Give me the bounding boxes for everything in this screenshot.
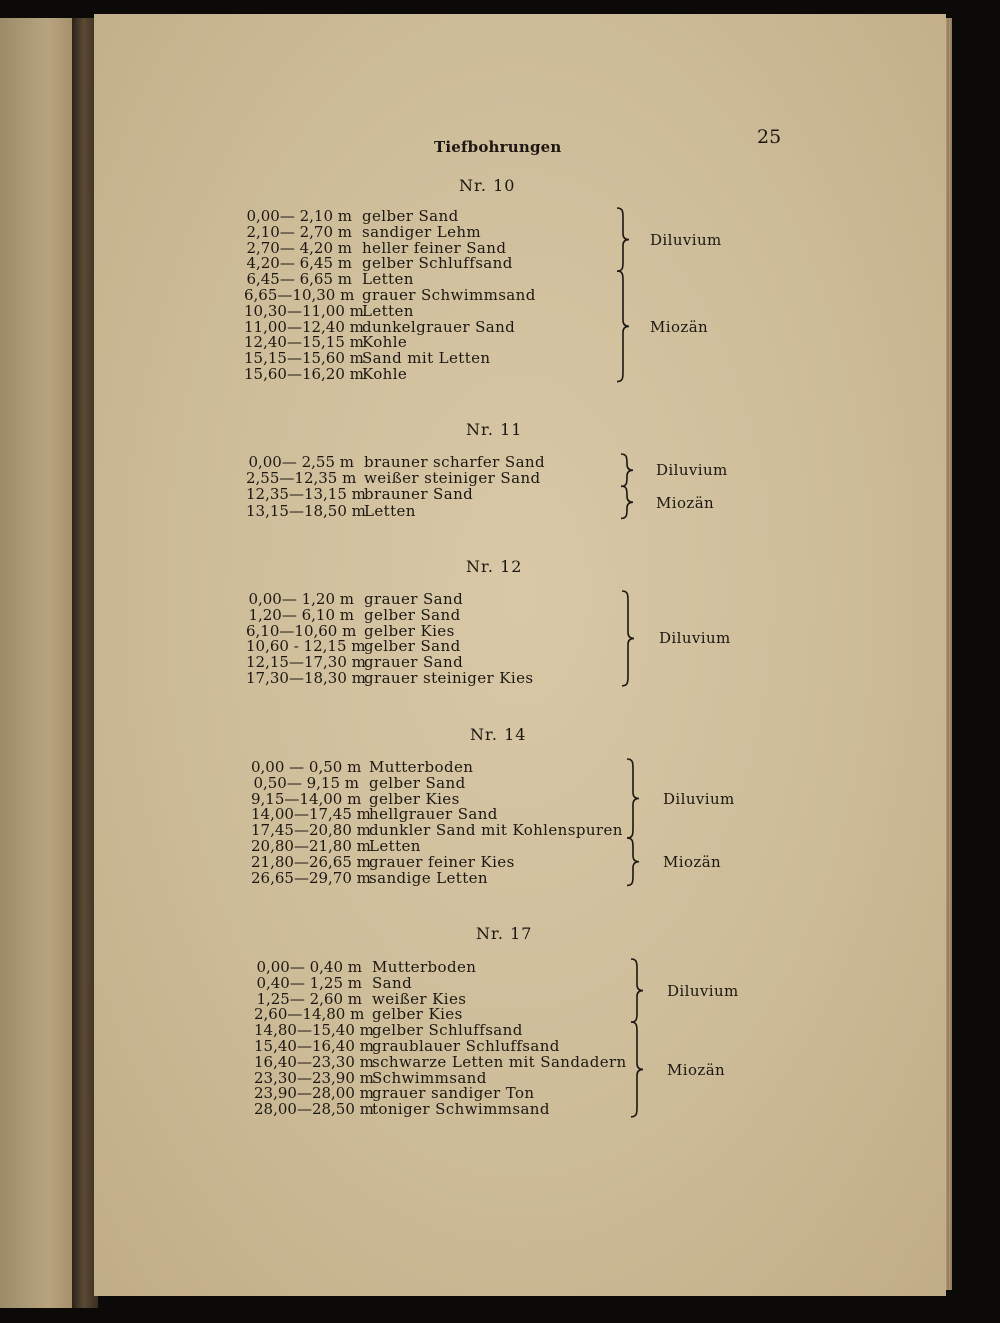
material-description: Schwimmsand bbox=[372, 1068, 487, 1087]
depth-range: 0,00— 2,55 m bbox=[248, 453, 354, 471]
depth-range: 23,30—23,90 m bbox=[254, 1068, 374, 1087]
depth-range: 0,50— 9,15 m bbox=[253, 773, 359, 792]
brace-mark bbox=[627, 838, 641, 885]
geologic-era-label: Miozän bbox=[656, 493, 715, 512]
depth-range: 16,40—23,30 m bbox=[254, 1052, 374, 1071]
depth-range: 11,00—12,40 m bbox=[244, 317, 364, 336]
brace-mark bbox=[631, 1022, 645, 1117]
depth-range: 10,30—11,00 m bbox=[244, 301, 364, 320]
depth-range: 20,80—21,80 m bbox=[251, 837, 371, 855]
depth-range: 12,15—17,30 m bbox=[246, 653, 366, 672]
geologic-era-label: Diluvium bbox=[663, 789, 735, 808]
geologic-era-label: Diluvium bbox=[656, 461, 728, 480]
section-title: Nr. 12 bbox=[466, 557, 523, 576]
depth-range: 1,25— 2,60 m bbox=[256, 989, 362, 1008]
material-description: hellgrauer Sand bbox=[369, 805, 498, 824]
section-title: Nr. 17 bbox=[476, 924, 533, 943]
material-description: gelber Kies bbox=[372, 1005, 463, 1024]
geologic-era-label: Miozän bbox=[663, 852, 722, 871]
depth-range: 6,65—10,30 m bbox=[244, 286, 355, 304]
geologic-era-label: Miozän bbox=[650, 317, 709, 336]
depth-range: 15,40—16,40 m bbox=[254, 1037, 374, 1055]
material-description: Sand bbox=[372, 973, 413, 992]
material-description: toniger Schwimmsand bbox=[372, 1100, 550, 1119]
brace-mark bbox=[617, 271, 631, 382]
section-title: Nr. 10 bbox=[459, 176, 516, 195]
material-description: Kohle bbox=[362, 333, 408, 352]
depth-range: 14,00—17,45 m bbox=[251, 805, 371, 824]
page-number: 25 bbox=[757, 126, 782, 148]
material-description: sandige Letten bbox=[369, 868, 488, 887]
geologic-era-label: Diluvium bbox=[667, 981, 739, 1000]
brace-mark bbox=[621, 486, 635, 518]
material-description: Mutterboden bbox=[372, 958, 477, 976]
material-description: Sand mit Letten bbox=[362, 349, 491, 368]
material-description: Letten bbox=[364, 501, 416, 520]
book-page bbox=[94, 14, 946, 1296]
material-description: dunkelgrauer Sand bbox=[362, 317, 516, 336]
depth-range: 23,90—28,00 m bbox=[254, 1084, 374, 1103]
depth-range: 0,00— 1,20 m bbox=[248, 590, 354, 608]
depth-range: 6,10—10,60 m bbox=[246, 621, 357, 640]
depth-range: 21,80—26,65 m bbox=[251, 852, 371, 871]
depth-range: 10,60 - 12,15 m bbox=[246, 637, 366, 656]
depth-range: 1,20— 6,10 m bbox=[248, 605, 354, 624]
depth-range: 28,00—28,50 m bbox=[254, 1100, 374, 1119]
depth-range: 15,60—16,20 m bbox=[244, 365, 364, 383]
material-description: Letten bbox=[369, 837, 421, 855]
material-description: weißer steiniger Sand bbox=[364, 469, 541, 488]
material-description: gelber Kies bbox=[369, 789, 460, 808]
material-description: Mutterboden bbox=[369, 758, 474, 776]
brace-mark bbox=[621, 454, 635, 486]
depth-range: 2,60—14,80 m bbox=[254, 1005, 365, 1024]
material-description: Letten bbox=[362, 301, 414, 320]
depth-range: 2,10— 2,70 m bbox=[246, 222, 352, 241]
material-description: schwarze Letten mit Sandadern bbox=[372, 1052, 627, 1071]
depth-range: 14,80—15,40 m bbox=[254, 1021, 374, 1040]
depth-range: 2,55—12,35 m bbox=[246, 469, 357, 488]
depth-range: 26,65—29,70 m bbox=[251, 868, 371, 887]
geologic-era-label: Diluvium bbox=[659, 629, 731, 648]
brace-mark bbox=[622, 591, 636, 686]
geologic-era-label: Miozän bbox=[667, 1060, 726, 1079]
depth-range: 6,45— 6,65 m bbox=[246, 270, 352, 289]
depth-range: 17,45—20,80 m bbox=[251, 821, 371, 840]
brace-mark bbox=[617, 208, 631, 271]
material-description: sandiger Lehm bbox=[362, 222, 482, 241]
depth-range: 0,40— 1,25 m bbox=[256, 973, 362, 992]
material-description: weißer Kies bbox=[372, 989, 467, 1008]
material-description: grauer steiniger Kies bbox=[364, 669, 534, 687]
depth-range: 15,15—15,60 m bbox=[244, 349, 364, 368]
depth-range: 17,30—18,30 m bbox=[246, 669, 366, 687]
section-title: Nr. 11 bbox=[466, 420, 523, 439]
depth-range: 9,15—14,00 m bbox=[251, 789, 362, 808]
section-title: Nr. 14 bbox=[470, 725, 527, 744]
material-description: Kohle bbox=[362, 365, 408, 383]
depth-range: 12,40—15,15 m bbox=[244, 333, 364, 352]
material-description: gelber Kies bbox=[364, 621, 455, 640]
material-description: gelber Sand bbox=[362, 207, 459, 225]
depth-range: 0,00— 0,40 m bbox=[256, 958, 362, 976]
material-description: gelber Sand bbox=[364, 605, 461, 624]
material-description: gelber Schluffsand bbox=[372, 1021, 523, 1040]
material-description: grauer sandiger Ton bbox=[372, 1084, 535, 1103]
depth-range: 0,00— 2,10 m bbox=[246, 207, 352, 225]
material-description: gelber Sand bbox=[369, 773, 466, 792]
material-description: dunkler Sand mit Kohlenspuren bbox=[369, 821, 623, 840]
depth-range: 13,15—18,50 m bbox=[246, 501, 366, 520]
material-description: grauer feiner Kies bbox=[369, 852, 515, 871]
material-description: Letten bbox=[362, 270, 414, 289]
depth-range: 2,70— 4,20 m bbox=[246, 238, 352, 257]
running-head: Tiefbohrungen bbox=[434, 138, 562, 156]
depth-range: 12,35—13,15 m bbox=[246, 485, 366, 504]
material-description: grauer Schwimmsand bbox=[362, 286, 536, 304]
material-description: heller feiner Sand bbox=[362, 238, 507, 257]
facing-page-edge bbox=[0, 18, 80, 1308]
brace-mark bbox=[627, 759, 641, 838]
material-description: brauner scharfer Sand bbox=[364, 453, 545, 471]
material-description: grauer Sand bbox=[364, 653, 464, 672]
material-description: graublauer Schluffsand bbox=[372, 1037, 560, 1055]
depth-range: 0,00 — 0,50 m bbox=[251, 758, 362, 776]
material-description: grauer Sand bbox=[364, 590, 464, 608]
material-description: brauner Sand bbox=[364, 485, 474, 504]
material-description: gelber Schluffsand bbox=[362, 254, 513, 273]
brace-mark bbox=[631, 959, 645, 1022]
geologic-era-label: Diluvium bbox=[650, 230, 722, 249]
material-description: gelber Sand bbox=[364, 637, 461, 656]
depth-range: 4,20— 6,45 m bbox=[246, 254, 352, 273]
